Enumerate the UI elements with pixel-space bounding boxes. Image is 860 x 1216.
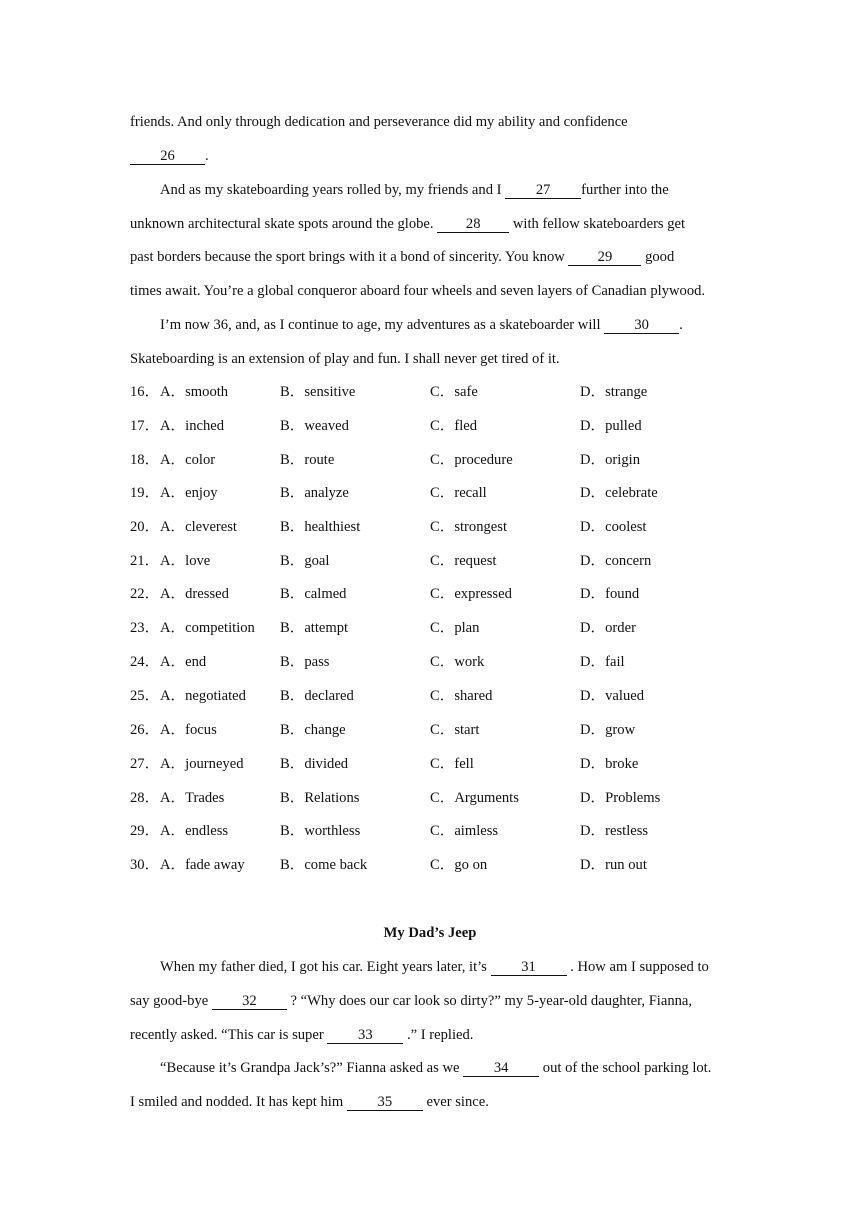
story-line xyxy=(160,957,709,977)
passage-line xyxy=(130,112,628,132)
passage-line xyxy=(160,180,669,200)
question-row xyxy=(130,450,770,470)
question-row xyxy=(130,618,770,638)
option-d[interactable]: D．coolest xyxy=(580,519,647,535)
option-d[interactable]: D．celebrate xyxy=(580,485,658,501)
option-c[interactable]: C．work xyxy=(430,654,485,670)
blank-35[interactable]: 35 xyxy=(347,1095,423,1111)
option-c[interactable]: C．shared xyxy=(430,688,493,704)
option-d[interactable]: D．strange xyxy=(580,384,648,400)
question-row xyxy=(130,754,770,774)
question-number: 18． xyxy=(130,452,160,468)
blank-26[interactable]: 26 xyxy=(130,149,205,165)
option-c[interactable]: C．strongest xyxy=(430,519,508,535)
question-number: 26． xyxy=(130,722,160,738)
option-a[interactable]: A．cleverest xyxy=(160,519,237,535)
question-number: 29． xyxy=(130,823,160,839)
option-a[interactable]: A．negotiated xyxy=(160,688,246,704)
story-text: say good-bye xyxy=(130,993,212,1009)
question-number: 17． xyxy=(130,418,160,434)
passage-text: . xyxy=(205,148,209,164)
option-d[interactable]: D．pulled xyxy=(580,418,642,434)
option-b[interactable]: B．attempt xyxy=(280,620,349,636)
question-row xyxy=(130,483,770,503)
option-a[interactable]: A．dressed xyxy=(160,586,229,602)
question-row xyxy=(130,855,770,875)
option-c[interactable]: C．go on xyxy=(430,857,488,873)
question-row xyxy=(130,551,770,571)
passage-line xyxy=(130,146,209,166)
story-title: My Dad’s Jeep xyxy=(383,925,477,941)
question-row xyxy=(130,821,770,841)
passage-text: unknown architectural skate spots around the globe. xyxy=(130,216,438,232)
passage-text: good xyxy=(641,249,675,265)
passage-line xyxy=(160,315,683,335)
option-c[interactable]: C．aimless xyxy=(430,823,499,839)
option-b[interactable]: B．weaved xyxy=(280,418,349,434)
story-text: When my father died, I got his car. Eight years later, it’s xyxy=(160,959,491,975)
option-d[interactable]: D．broke xyxy=(580,756,639,772)
question-number: 25． xyxy=(130,688,160,704)
option-b[interactable]: B．route xyxy=(280,452,335,468)
option-a[interactable]: A．journeyed xyxy=(160,756,244,772)
blank-29[interactable]: 29 xyxy=(568,250,641,266)
option-c[interactable]: C．Arguments xyxy=(430,790,519,806)
option-a[interactable]: A．inched xyxy=(160,418,225,434)
option-a[interactable]: A．fade away xyxy=(160,857,245,873)
option-d[interactable]: D．order xyxy=(580,620,636,636)
question-row xyxy=(130,720,770,740)
option-c[interactable]: C．request xyxy=(430,553,497,569)
option-a[interactable]: A．endless xyxy=(160,823,229,839)
option-b[interactable]: B．analyze xyxy=(280,485,349,501)
passage-text: And as my skateboarding years rolled by, my friends and I xyxy=(160,182,506,198)
story-text: out of the school parking lot. xyxy=(539,1060,712,1076)
passage-line xyxy=(130,214,685,234)
option-d[interactable]: D．origin xyxy=(580,452,640,468)
passage-line xyxy=(130,349,560,369)
option-c[interactable]: C．start xyxy=(430,722,480,738)
option-b[interactable]: B．sensitive xyxy=(280,384,356,400)
story-text: .” I replied. xyxy=(403,1027,474,1043)
option-d[interactable]: D．run out xyxy=(580,857,647,873)
option-b[interactable]: B．worthless xyxy=(280,823,361,839)
question-row xyxy=(130,416,770,436)
question-number: 22． xyxy=(130,586,160,602)
passage-text: with fellow skateboarders get xyxy=(509,216,686,232)
question-row xyxy=(130,652,770,672)
story-line xyxy=(160,1058,711,1078)
blank-33[interactable]: 33 xyxy=(327,1028,403,1044)
passage-line xyxy=(130,247,674,267)
option-b[interactable]: B．divided xyxy=(280,756,349,772)
story-line xyxy=(130,1025,473,1045)
option-c[interactable]: C．fell xyxy=(430,756,474,772)
blank-32[interactable]: 32 xyxy=(212,994,287,1010)
option-b[interactable]: B．Relations xyxy=(280,790,360,806)
blank-30[interactable]: 30 xyxy=(604,318,679,334)
passage-text: further into the xyxy=(581,182,669,198)
blank-31[interactable]: 31 xyxy=(491,960,567,976)
question-row xyxy=(130,788,770,808)
question-number: 28． xyxy=(130,790,160,806)
option-b[interactable]: B．calmed xyxy=(280,586,347,602)
option-b[interactable]: B．come back xyxy=(280,857,368,873)
passage-text: I’m now 36, and, as I continue to age, my adventures as a skateboarder will xyxy=(160,317,605,333)
passage-text: friends. And only through dedication and perseverance did my ability and confidence xyxy=(130,114,628,130)
passage-line xyxy=(130,281,705,301)
option-b[interactable]: B．pass xyxy=(280,654,330,670)
question-number: 24． xyxy=(130,654,160,670)
option-b[interactable]: B．declared xyxy=(280,688,354,704)
option-a[interactable]: A．focus xyxy=(160,722,217,738)
option-a[interactable]: A．enjoy xyxy=(160,485,218,501)
option-c[interactable]: C．procedure xyxy=(430,452,513,468)
question-number: 30． xyxy=(130,857,160,873)
story-text: “Because it’s Grandpa Jack’s?” Fianna asked as we xyxy=(160,1060,464,1076)
story-line xyxy=(130,1092,489,1112)
option-d[interactable]: D．Problems xyxy=(580,790,661,806)
question-number: 19． xyxy=(130,485,160,501)
option-a[interactable]: A．competition xyxy=(160,620,255,636)
passage-text: . xyxy=(679,317,683,333)
question-row xyxy=(130,686,770,706)
option-a[interactable]: A．Trades xyxy=(160,790,225,806)
story-text: . How am I supposed to xyxy=(566,959,709,975)
option-a[interactable]: A．end xyxy=(160,654,207,670)
option-b[interactable]: B．goal xyxy=(280,553,330,569)
story-line xyxy=(130,991,692,1011)
option-b[interactable]: B．healthiest xyxy=(280,519,361,535)
option-c[interactable]: C．fled xyxy=(430,418,478,434)
option-b[interactable]: B．change xyxy=(280,722,346,738)
option-a[interactable]: A．color xyxy=(160,452,216,468)
question-row xyxy=(130,584,770,604)
option-d[interactable]: D．grow xyxy=(580,722,636,738)
question-number: 20． xyxy=(130,519,160,535)
question-number: 16． xyxy=(130,384,160,400)
option-c[interactable]: C．safe xyxy=(430,384,478,400)
option-d[interactable]: D．fail xyxy=(580,654,625,670)
option-c[interactable]: C．recall xyxy=(430,485,487,501)
story-text: ? “Why does our car look so dirty?” my 5-year-old daughter, Fianna, xyxy=(286,993,693,1009)
option-c[interactable]: C．plan xyxy=(430,620,480,636)
option-a[interactable]: A．love xyxy=(160,553,211,569)
option-d[interactable]: D．restless xyxy=(580,823,649,839)
blank-27[interactable]: 27 xyxy=(505,183,581,199)
question-number: 27． xyxy=(130,756,160,772)
passage-text: Skateboarding is an extension of play and fun. I shall never get tired of it. xyxy=(130,351,560,367)
story-text: recently asked. “This car is super xyxy=(130,1027,328,1043)
question-number: 23． xyxy=(130,620,160,636)
passage-text: times await. You’re a global conqueror aboard four wheels and seven layers of Canadian plywood. xyxy=(130,283,706,299)
blank-34[interactable]: 34 xyxy=(463,1061,539,1077)
question-number: 21． xyxy=(130,553,160,569)
passage-text: past borders because the sport brings with it a bond of sincerity. You know xyxy=(130,249,569,265)
option-d[interactable]: D．found xyxy=(580,586,640,602)
option-d[interactable]: D．concern xyxy=(580,553,652,569)
option-a[interactable]: A．smooth xyxy=(160,384,229,400)
option-d[interactable]: D．valued xyxy=(580,688,645,704)
question-row xyxy=(130,382,770,402)
story-text: ever since. xyxy=(422,1094,489,1110)
question-row xyxy=(130,517,770,537)
story-text: I smiled and nodded. It has kept him xyxy=(130,1094,347,1110)
option-c[interactable]: C．expressed xyxy=(430,586,512,602)
blank-28[interactable]: 28 xyxy=(437,217,509,233)
